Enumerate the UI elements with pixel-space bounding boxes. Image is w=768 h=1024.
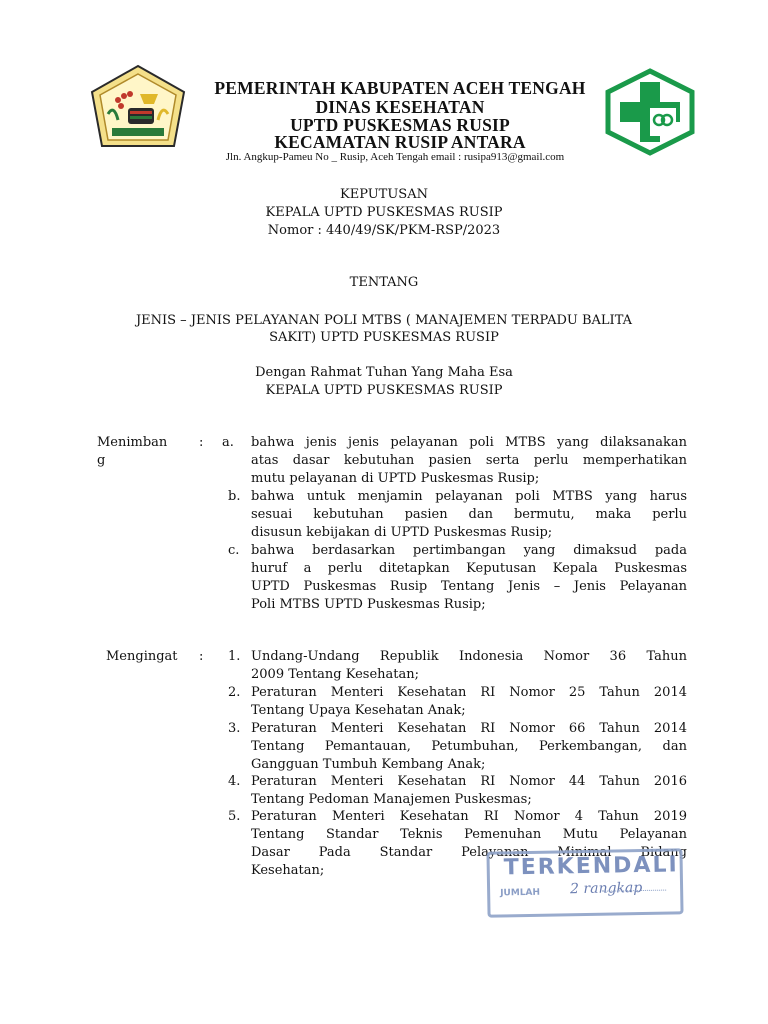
tentang-heading: TENTANG <box>349 275 419 290</box>
header-line-3: UPTD PUSKESMAS RUSIP <box>290 115 510 135</box>
mengingat-marker-2: 2. <box>228 685 241 700</box>
decree-number: Nomor : 440/49/SK/PKM-RSP/2023 <box>267 223 501 238</box>
mengingat-item-4 <box>251 773 687 809</box>
right-logo <box>604 68 696 156</box>
mengingat-item-2 <box>251 684 687 720</box>
mengingat-marker-4: 4. <box>228 774 241 789</box>
menimbang-marker-b: b. <box>228 489 241 504</box>
menimbang-a-line-3: mutu pelayanan di UPTD Puskesmas Rusip; <box>251 471 540 486</box>
mengingat-5-line-3: Dasar Pada Standar Pelayanan Minimal Bidang <box>251 845 687 860</box>
decree-issuer: KEPALA UPTD PUSKESMAS RUSIP <box>265 205 503 220</box>
puskesmas-cross-icon <box>604 68 696 156</box>
header-line-2: DINAS KESEHATAN <box>315 97 485 117</box>
menimbang-a-line-2: atas dasar kebutuhan pasien serta perlu memperhatikan <box>251 453 687 468</box>
mengingat-3-line-3: Gangguan Tumbuh Kembang Anak; <box>251 757 486 772</box>
menimbang-label-2: g <box>97 453 106 468</box>
header-line-1: PEMERINTAH KABUPATEN ACEH TENGAH <box>214 78 586 98</box>
mengingat-3-line-2: Tentang Pemantauan, Petumbuhan, Perkembangan, dan <box>251 739 687 754</box>
menimbang-b-line-3: disusun kebijakan di UPTD Puskesmas Rusip; <box>251 525 553 540</box>
menimbang-c-line-3: UPTD Puskesmas Rusip Tentang Jenis – Jenis Pelayanan <box>251 579 687 594</box>
subject-line-1: JENIS – JENIS PELAYANAN POLI MTBS ( MANAJEMEN TERPADU BALITA <box>135 313 633 328</box>
mengingat-label: Mengingat <box>106 649 178 664</box>
decree-heading: KEPUTUSAN <box>340 187 428 202</box>
stamp-title: TERKENDALI <box>503 852 679 881</box>
mengingat-colon: : <box>199 649 204 664</box>
subject-line-2: SAKIT) UPTD PUSKESMAS RUSIP <box>269 330 499 345</box>
mengingat-5-line-4: Kesehatan; <box>251 863 325 878</box>
menimbang-b-line-1: bahwa untuk menjamin pelayanan poli MTBS yang harus <box>251 489 687 504</box>
mengingat-item-1 <box>251 648 687 684</box>
menimbang-b-line-2: sesuai kebutuhan pasien dan bermutu, maka perlu <box>251 507 687 522</box>
menimbang-c-line-4: Poli MTBS UPTD Puskesmas Rusip; <box>251 597 486 612</box>
menimbang-item-a <box>251 434 687 488</box>
regency-crest-icon <box>88 64 188 150</box>
blessing-line-2: KEPALA UPTD PUSKESMAS RUSIP <box>265 383 503 398</box>
mengingat-4-line-1: Peraturan Menteri Kesehatan RI Nomor 44 Tahun 2016 <box>251 774 687 789</box>
header-address: Jln. Angkup-Pameu No _ Rusip, Aceh Tengah email : rusipa913@gmail.com <box>225 151 565 163</box>
menimbang-marker-a: a. <box>222 435 234 450</box>
mengingat-marker-5: 5. <box>228 809 241 824</box>
menimbang-item-b <box>251 488 687 542</box>
menimbang-marker-c: c. <box>228 543 240 558</box>
mengingat-marker-3: 3. <box>228 721 241 736</box>
stamp-handwritten: 2 rangkap <box>569 880 643 898</box>
stamp-jumlah: JUMLAH <box>500 887 541 899</box>
mengingat-3-line-1: Peraturan Menteri Kesehatan RI Nomor 66 Tahun 2014 <box>251 721 687 736</box>
menimbang-label-1: Menimban <box>97 435 168 450</box>
mengingat-5-line-2: Tentang Standar Teknis Pemenuhan Mutu Pelayanan <box>251 827 687 842</box>
left-logo <box>88 64 188 150</box>
mengingat-1-line-2: 2009 Tentang Kesehatan; <box>251 667 420 682</box>
terkendali-stamp <box>486 848 683 917</box>
menimbang-colon: : <box>199 435 204 450</box>
menimbang-c-line-1: bahwa berdasarkan pertimbangan yang dimaksud pada <box>251 543 687 558</box>
blessing-line-1: Dengan Rahmat Tuhan Yang Maha Esa <box>255 365 513 380</box>
mengingat-5-line-1: Peraturan Menteri Kesehatan RI Nomor 4 Tahun 2019 <box>251 809 687 824</box>
mengingat-4-line-2: Tentang Pedoman Manajemen Puskesmas; <box>251 792 532 807</box>
mengingat-1-line-1: Undang-Undang Republik Indonesia Nomor 36 Tahun <box>251 649 687 664</box>
mengingat-item-3 <box>251 720 687 774</box>
menimbang-c-line-2: huruf a perlu ditetapkan Keputusan Kepala Puskesmas <box>251 561 687 576</box>
menimbang-a-line-1: bahwa jenis jenis pelayanan poli MTBS yang dilaksanakan <box>251 435 687 450</box>
mengingat-2-line-1: Peraturan Menteri Kesehatan RI Nomor 25 Tahun 2014 <box>251 685 687 700</box>
mengingat-2-line-2: Tentang Upaya Kesehatan Anak; <box>251 703 466 718</box>
header-line-4: KECAMATAN RUSIP ANTARA <box>274 132 526 152</box>
mengingat-marker-1: 1. <box>228 649 241 664</box>
menimbang-item-c <box>251 542 687 614</box>
